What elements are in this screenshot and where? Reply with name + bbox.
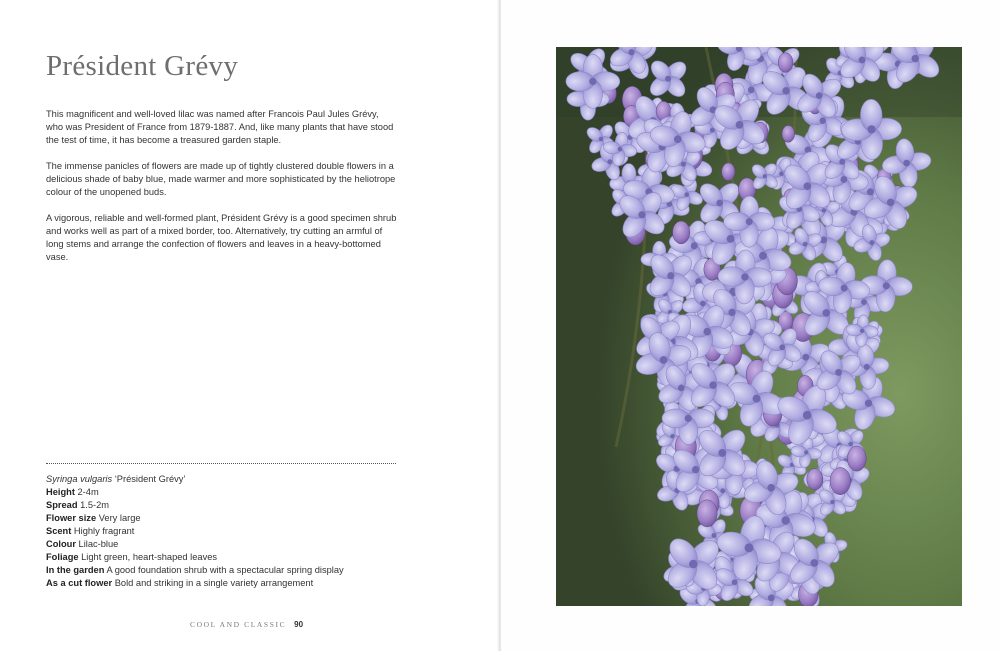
fact-in-the-garden	[46, 564, 406, 577]
lilac-bud	[778, 53, 793, 73]
fact-height	[46, 486, 406, 499]
species-latin: Syringa vulgaris	[46, 474, 113, 484]
fact-as-cut-flower	[46, 577, 406, 590]
flowers-paragraph: The immense panicles of flowers are made up of tightly clustered double flowers in a delicious shade of baby blue, made warmer and more sophisticated by the heliotrope colour of the unopened buds.	[46, 161, 396, 197]
lilac-illustration	[556, 47, 962, 606]
lilac-photo	[556, 47, 962, 606]
fact-key: Height	[46, 487, 75, 497]
fact-value: Bold and striking in a single variety arrangement	[112, 578, 314, 588]
fact-key: Spread	[46, 500, 78, 510]
lilac-bud	[697, 500, 717, 527]
fact-key: Foliage	[46, 552, 79, 562]
species-cultivar: ‘Président Grévy’	[112, 474, 186, 484]
fact-value: Very large	[96, 513, 141, 523]
left-page	[0, 0, 499, 651]
lilac-bud	[782, 125, 795, 142]
fact-value: Light green, heart-shaped leaves	[78, 552, 218, 562]
body-text	[46, 108, 398, 277]
page-title: Président Grévy	[46, 50, 239, 82]
fact-flower-size	[46, 512, 406, 525]
lilac-bud	[673, 221, 690, 244]
dotted-divider	[46, 463, 396, 464]
fact-colour	[46, 538, 406, 551]
section-name: COOL AND CLASSIC	[190, 620, 287, 629]
species-name	[46, 473, 406, 486]
lilac-bud	[722, 163, 735, 181]
fact-key: Colour	[46, 539, 76, 549]
fact-value: A good foundation shrub with a spectacular spring display	[104, 565, 344, 575]
usage-paragraph: A vigorous, reliable and well-formed plant, Président Grévy is a good specimen shrub and works well as part of a mixed border, too. Alternatively, try cutting an armful of long stems and arrange the confection of flowers and leaves in a heavy-bottomed vase.	[46, 213, 397, 262]
fact-spread	[46, 499, 406, 512]
fact-scent	[46, 525, 406, 538]
lilac-bud	[807, 469, 823, 490]
fact-value: 2-4m	[74, 487, 99, 497]
lilac-bud	[830, 467, 850, 494]
fact-value: Highly fragrant	[71, 526, 135, 536]
page-footer	[190, 620, 303, 629]
fact-foliage	[46, 551, 406, 564]
fact-key: Scent	[46, 526, 72, 536]
fact-key: Flower size	[46, 513, 97, 523]
fact-value: Lilac-blue	[75, 539, 119, 549]
plant-facts	[46, 473, 406, 590]
fact-value: 1.5-2m	[77, 500, 110, 510]
page-number: 90	[294, 620, 304, 629]
fact-key: In the garden	[46, 565, 105, 575]
fact-key: As a cut flower	[46, 578, 113, 588]
intro-paragraph: This magnificent and well-loved lilac was named after Francois Paul Jules Grévy, who was President of France from 1879-1887. And, like many plants that have stood the test of time, it has become a treasured garden staple.	[46, 109, 394, 145]
lilac-bud	[847, 446, 866, 471]
